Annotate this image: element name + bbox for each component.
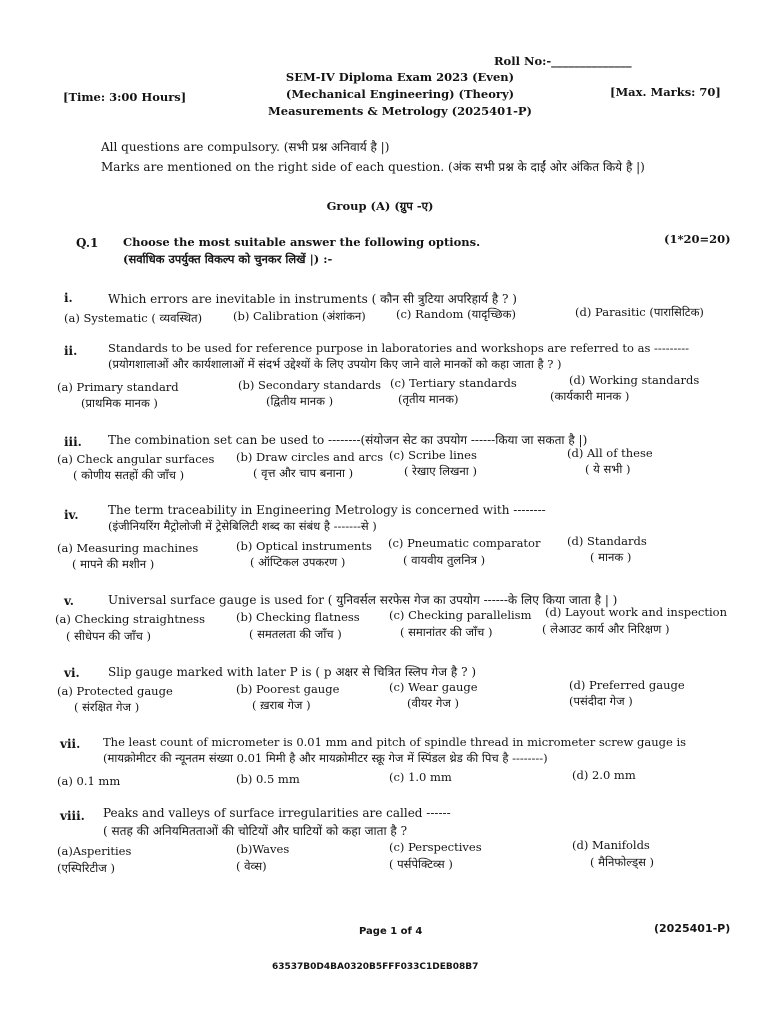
option-b-hindi: ( वृत्त और चाप बनाना ) [253, 466, 354, 480]
option-b: (b) 0.5 mm [236, 772, 300, 786]
option-a-hindi: (प्राथमिक मानक ) [81, 396, 158, 410]
sub-question-text: Slip gauge marked with later P is ( p अक्षर से चित्रित स्लिप गेज है ? ) [108, 665, 476, 679]
sub-question-number: vii. [60, 737, 81, 751]
exam-subject: Measurements & Metrology (2025401-P) [268, 104, 532, 118]
sub-question-number: iii. [64, 435, 82, 449]
option-b: (b)Waves [236, 842, 290, 856]
option-b-hindi: ( वेव्स) [236, 859, 267, 873]
option-d-hindi: ( मानक ) [590, 550, 632, 564]
option-d-hindi: ( ये सभी ) [585, 462, 631, 476]
option-d: (d) 2.0 mm [572, 768, 636, 782]
option-c: (c) Random (यादृच्छिक) [396, 307, 516, 321]
sub-question-text: Universal surface gauge is used for ( युनिवर्सल सरफेस गेज का उपयोग ------के लिए किया जाता है | ) [108, 593, 618, 607]
question-text-hindi: (सर्वाधिक उपर्युक्त विकल्प को चुनकर लिखें |) :- [123, 252, 333, 266]
option-b: (b) Optical instruments [236, 539, 372, 553]
sub-question-text: Peaks and valleys of surface irregularities are called ------ [103, 806, 451, 820]
option-a-hindi: ( सीधेपन की जाँच ) [66, 629, 151, 643]
instruction-1: All questions are compulsory. (सभी प्रश्न अनिवार्य है |) [101, 140, 390, 154]
option-c-hindi: (तृतीय मानक) [398, 392, 459, 406]
sub-question-text-hindi: (इंजीनियरिंग मैट्रोलोजी में ट्रेसेबिलिटी शब्द का संबंध है -------से ) [108, 519, 377, 533]
sub-question-text: Which errors are inevitable in instruments ( कौन सी त्रुटिया अपरिहार्य है ? ) [108, 292, 517, 306]
option-c-hindi: ( समानांतर की जाँच ) [400, 625, 493, 639]
sub-question-text-hindi: ( सतह की अनियमितताओं की चोटियों और घाटियों को कहा जाता है ? [103, 824, 408, 838]
option-c-hindi: ( पर्सपेक्टिव्स ) [389, 857, 453, 871]
option-c: (c) 1.0 mm [389, 770, 452, 784]
option-d-hindi: ( मैनिफोल्ड्स ) [590, 855, 655, 869]
sub-question-text-hindi: (मायक्रोमीटर की न्यूनतम संख्या 0.01 मिमी है और मायक्रोमीटर स्क्रू गेज में स्पिंडल थ्रेड की पिच है --------) [103, 751, 548, 765]
option-a-hindi: ( कोणीय सतहों की जाँच ) [73, 468, 185, 482]
sub-question-text: The combination set can be used to --------(संयोजन सेट का उपयोग ------किया जा सकता है |) [108, 433, 588, 447]
option-b-hindi: ( ऑप्टिकल उपकरण ) [250, 555, 346, 569]
option-d: (d) Manifolds [572, 838, 650, 852]
option-d: (d) All of these [567, 446, 653, 460]
sub-question-text-hindi: (प्रयोगशालाओं और कार्यशालाओं में संदर्भ उद्देश्यों के लिए उपयोग किए जाने वाले मानकों को कहा जाता है ? ) [108, 357, 562, 371]
max-marks: [Max. Marks: 70] [610, 85, 721, 99]
option-d: (d) Layout work and inspection [545, 605, 727, 619]
option-a: (a) Checking straightness [55, 612, 205, 626]
option-b-hindi: ( ख़राब गेज ) [252, 698, 311, 712]
option-c: (c) Wear gauge [389, 680, 478, 694]
sub-question-number: vi. [64, 666, 80, 680]
option-a: (a) Primary standard [57, 380, 179, 394]
option-b: (b) Checking flatness [236, 610, 360, 624]
sub-question-number: v. [64, 594, 74, 608]
roll-no: Roll No:-______________ [494, 54, 632, 68]
option-d: (d) Preferred gauge [569, 678, 685, 692]
option-d: (d) Working standards [569, 373, 700, 387]
exam-branch: (Mechanical Engineering) (Theory) [285, 87, 515, 101]
option-b-hindi: ( समतलता की जाँच ) [249, 627, 342, 641]
option-c-hindi: (वीयर गेज ) [407, 696, 460, 710]
option-c: (c) Tertiary standards [390, 376, 517, 390]
option-a: (a) 0.1 mm [57, 774, 121, 788]
option-a-hindi: ( संरक्षित गेज ) [74, 700, 140, 714]
option-d-hindi: ( लेआउट कार्य और निरिक्षण ) [542, 622, 670, 636]
option-a-hindi: (एस्पिरिटीज ) [57, 861, 115, 875]
option-a-hindi: ( मापने की मशीन ) [72, 557, 155, 571]
option-d: (d) Standards [567, 534, 647, 548]
option-b: (b) Secondary standards [238, 378, 382, 392]
sub-question-number: i. [64, 291, 73, 305]
question-text: Choose the most suitable answer the following options. [123, 235, 481, 249]
question-marks: (1*20=20) [664, 232, 731, 246]
option-d-hindi: (कार्यकारी मानक ) [550, 389, 630, 403]
option-c: (c) Checking parallelism [389, 608, 532, 622]
paper-code: (2025401-P) [654, 922, 731, 935]
option-a: (a) Measuring machines [57, 541, 199, 555]
option-c-hindi: ( रेखाए लिखना ) [404, 464, 477, 478]
option-b-hindi: (द्वितीय मानक ) [266, 394, 334, 408]
option-a: (a) Check angular surfaces [57, 452, 215, 466]
sub-question-number: ii. [64, 344, 78, 358]
option-d-hindi: (पसंदीदा गेज ) [569, 694, 633, 708]
group-heading: Group (A) (ग्रुप -ए) [326, 199, 434, 213]
sub-question-number: iv. [64, 508, 79, 522]
option-c: (c) Pneumatic comparator [388, 536, 541, 550]
question-number: Q.1 [76, 236, 99, 250]
exam-title: SEM-IV Diploma Exam 2023 (Even) [285, 70, 515, 84]
option-a: (a) Systematic ( व्यवस्थित) [64, 311, 203, 325]
option-b: (b) Poorest gauge [236, 682, 340, 696]
sub-question-number: viii. [60, 809, 85, 823]
exam-time: [Time: 3:00 Hours] [63, 90, 187, 104]
option-a: (a)Asperities [57, 844, 132, 858]
option-c-hindi: ( वायवीय तुलनित्र ) [403, 553, 486, 567]
option-c: (c) Scribe lines [389, 448, 477, 462]
option-b: (b) Calibration (अंशांकन) [233, 309, 366, 323]
sub-question-text: The least count of micrometer is 0.01 mm and pitch of spindle thread in micrometer screw gauge is [103, 735, 687, 749]
option-b: (b) Draw circles and arcs [236, 450, 384, 464]
page-number: Page 1 of 4 [359, 926, 423, 937]
instruction-2: Marks are mentioned on the right side of each question. (अंक सभी प्रश्न के दाईं ओर अंकित किये है |) [101, 160, 645, 174]
option-a: (a) Protected gauge [57, 684, 173, 698]
option-c: (c) Perspectives [389, 840, 482, 854]
option-d: (d) Parasitic (पारासिटिक) [575, 305, 704, 319]
document-hash: 63537B0D4BA0320B5FFF033C1DEB08B7 [272, 962, 479, 972]
sub-question-text: The term traceability in Engineering Metrology is concerned with -------- [108, 503, 546, 517]
sub-question-text: Standards to be used for reference purpose in laboratories and workshops are referred to as --------- [108, 341, 690, 355]
